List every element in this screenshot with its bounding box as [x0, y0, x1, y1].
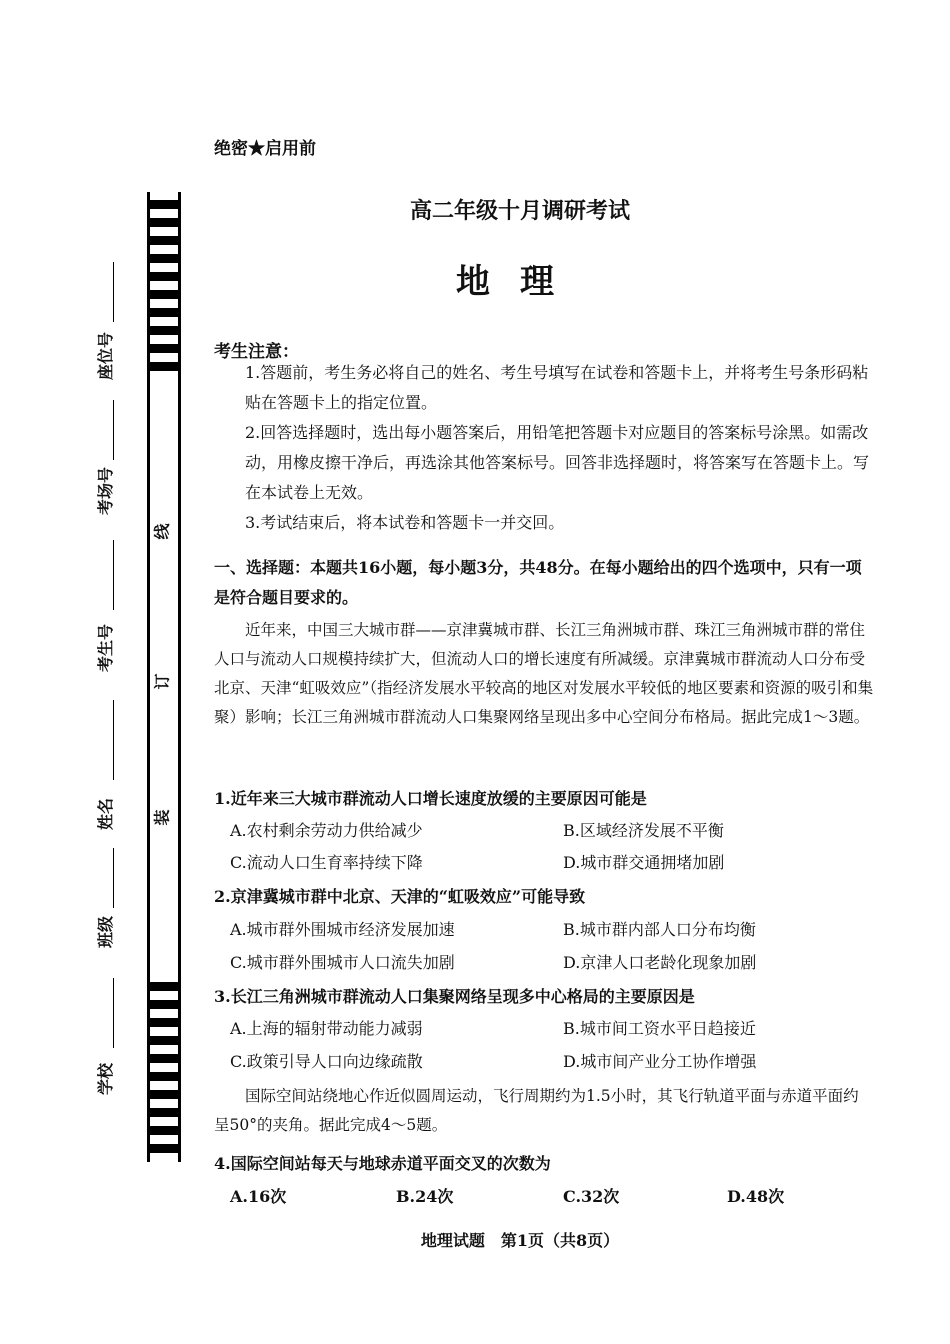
candidate-number-label: 考生号: [96, 623, 115, 672]
question-4-option-c: C.32次: [563, 1187, 620, 1206]
question-3-option-c: C.政策引导人口向边缘疏散: [230, 1052, 423, 1071]
passage-1: [214, 616, 874, 732]
section-heading-text: 一、选择题：本题共16小题，每小题3分，共48分。在每小题给出的四个选项中，只有一项是符合题目要求的。: [214, 558, 862, 607]
question-3-option-b: B.城市间工资水平日趋接近: [563, 1019, 756, 1038]
candidate-number-line: [113, 540, 114, 610]
seat-number-label: 座位号: [96, 331, 115, 380]
question-2-option-a: A.城市群外围城市经济发展加速: [230, 920, 455, 939]
question-2-option-d: D.京津人口老龄化现象加剧: [563, 953, 757, 972]
notice-item: 2.回答选择题时，选出每小题答案后，用铅笔把答题卡对应题目的答案标号涂黑。如需改动，用橡皮擦干净后，再选涂其他答案标号。回答非选择题时，将答案写在答题卡上。写在本试卷上无效。: [245, 423, 870, 502]
exam-room-line: [113, 400, 114, 460]
notice-item: 1.答题前，考生务必将自己的姓名、考生号填写在试卷和答题卡上，并将考生号条形码粘贴在答题卡上的指定位置。: [245, 363, 869, 412]
exam-room-label: 考场号: [96, 466, 115, 515]
exam-title: 高二年级十月调研考试: [409, 198, 630, 224]
question-2-stem: 2.京津冀城市群中北京、天津的“虹吸效应”可能导致: [214, 887, 586, 906]
question-1-stem: 1.近年来三大城市群流动人口增长速度放缓的主要原因可能是: [214, 789, 647, 808]
passage-2: [214, 1082, 874, 1140]
binding-mark-bind: 装: [152, 809, 172, 826]
question-1-option-b: B.区域经济发展不平衡: [563, 821, 724, 840]
question-1-option-c: C.流动人口生育率持续下降: [230, 853, 423, 872]
question-2-option-b: B.城市群内部人口分布均衡: [563, 920, 756, 939]
question-3-stem: 3.长江三角洲城市群流动人口集聚网络呈现多中心格局的主要原因是: [214, 987, 695, 1006]
school-label: 学校: [96, 1062, 115, 1095]
notice-item: 3.考试结束后，将本试卷和答题卡一并交回。: [245, 513, 565, 532]
question-1-option-d: D.城市群交通拥堵加剧: [563, 853, 725, 872]
question-3-option-d: D.城市间产业分工协作增强: [563, 1052, 757, 1071]
confidential-mark: 绝密★启用前: [214, 139, 316, 159]
subject-title: 地理: [456, 262, 584, 302]
section-heading: [214, 553, 874, 613]
passage-2-text: 国际空间站绕地心作近似圆周运动，飞行周期约为1.5小时，其飞行轨道平面与赤道平面约呈50°的夹角。据此完成4～5题。: [214, 1087, 859, 1134]
notice-heading: 考生注意：: [214, 342, 299, 362]
class-line: [113, 848, 114, 908]
class-label: 班级: [96, 915, 115, 948]
page-footer: 地理试题 第1页（共8页）: [420, 1231, 620, 1250]
question-4-stem: 4.国际空间站每天与地球赤道平面交叉的次数为: [214, 1154, 551, 1173]
question-4-option-d: D.48次: [727, 1187, 785, 1206]
question-4-option-b: B.24次: [396, 1187, 454, 1206]
name-label: 姓名: [96, 797, 115, 830]
binding-stripes-bottom: [147, 982, 181, 1162]
question-1-option-a: A.农村剩余劳动力供给减少: [230, 821, 423, 840]
question-3-option-a: A.上海的辐射带动能力减弱: [230, 1019, 423, 1038]
school-line: [113, 978, 114, 1048]
name-line: [113, 700, 114, 780]
passage-1-text: 近年来，中国三大城市群——京津冀城市群、长江三角洲城市群、珠江三角洲城市群的常住人口与流动人口规模持续扩大，但流动人口的增长速度有所减缓。京津冀城市群流动人口分布受北京、天津“虹吸效应”（指经济发展水平较高的地区对发展水平较低的地区要素和资源的吸引和集聚）影响；长江三角洲城市群流动人口集聚网络呈现出多中心空间分布格局。据此完成1～3题。: [214, 621, 874, 726]
question-2-option-c: C.城市群外围城市人口流失加剧: [230, 953, 455, 972]
binding-mark-staple: 订: [152, 673, 172, 690]
binding-mark-line: 线: [152, 523, 172, 540]
question-4-option-a: A.16次: [230, 1187, 287, 1206]
notice-list: [245, 358, 875, 538]
